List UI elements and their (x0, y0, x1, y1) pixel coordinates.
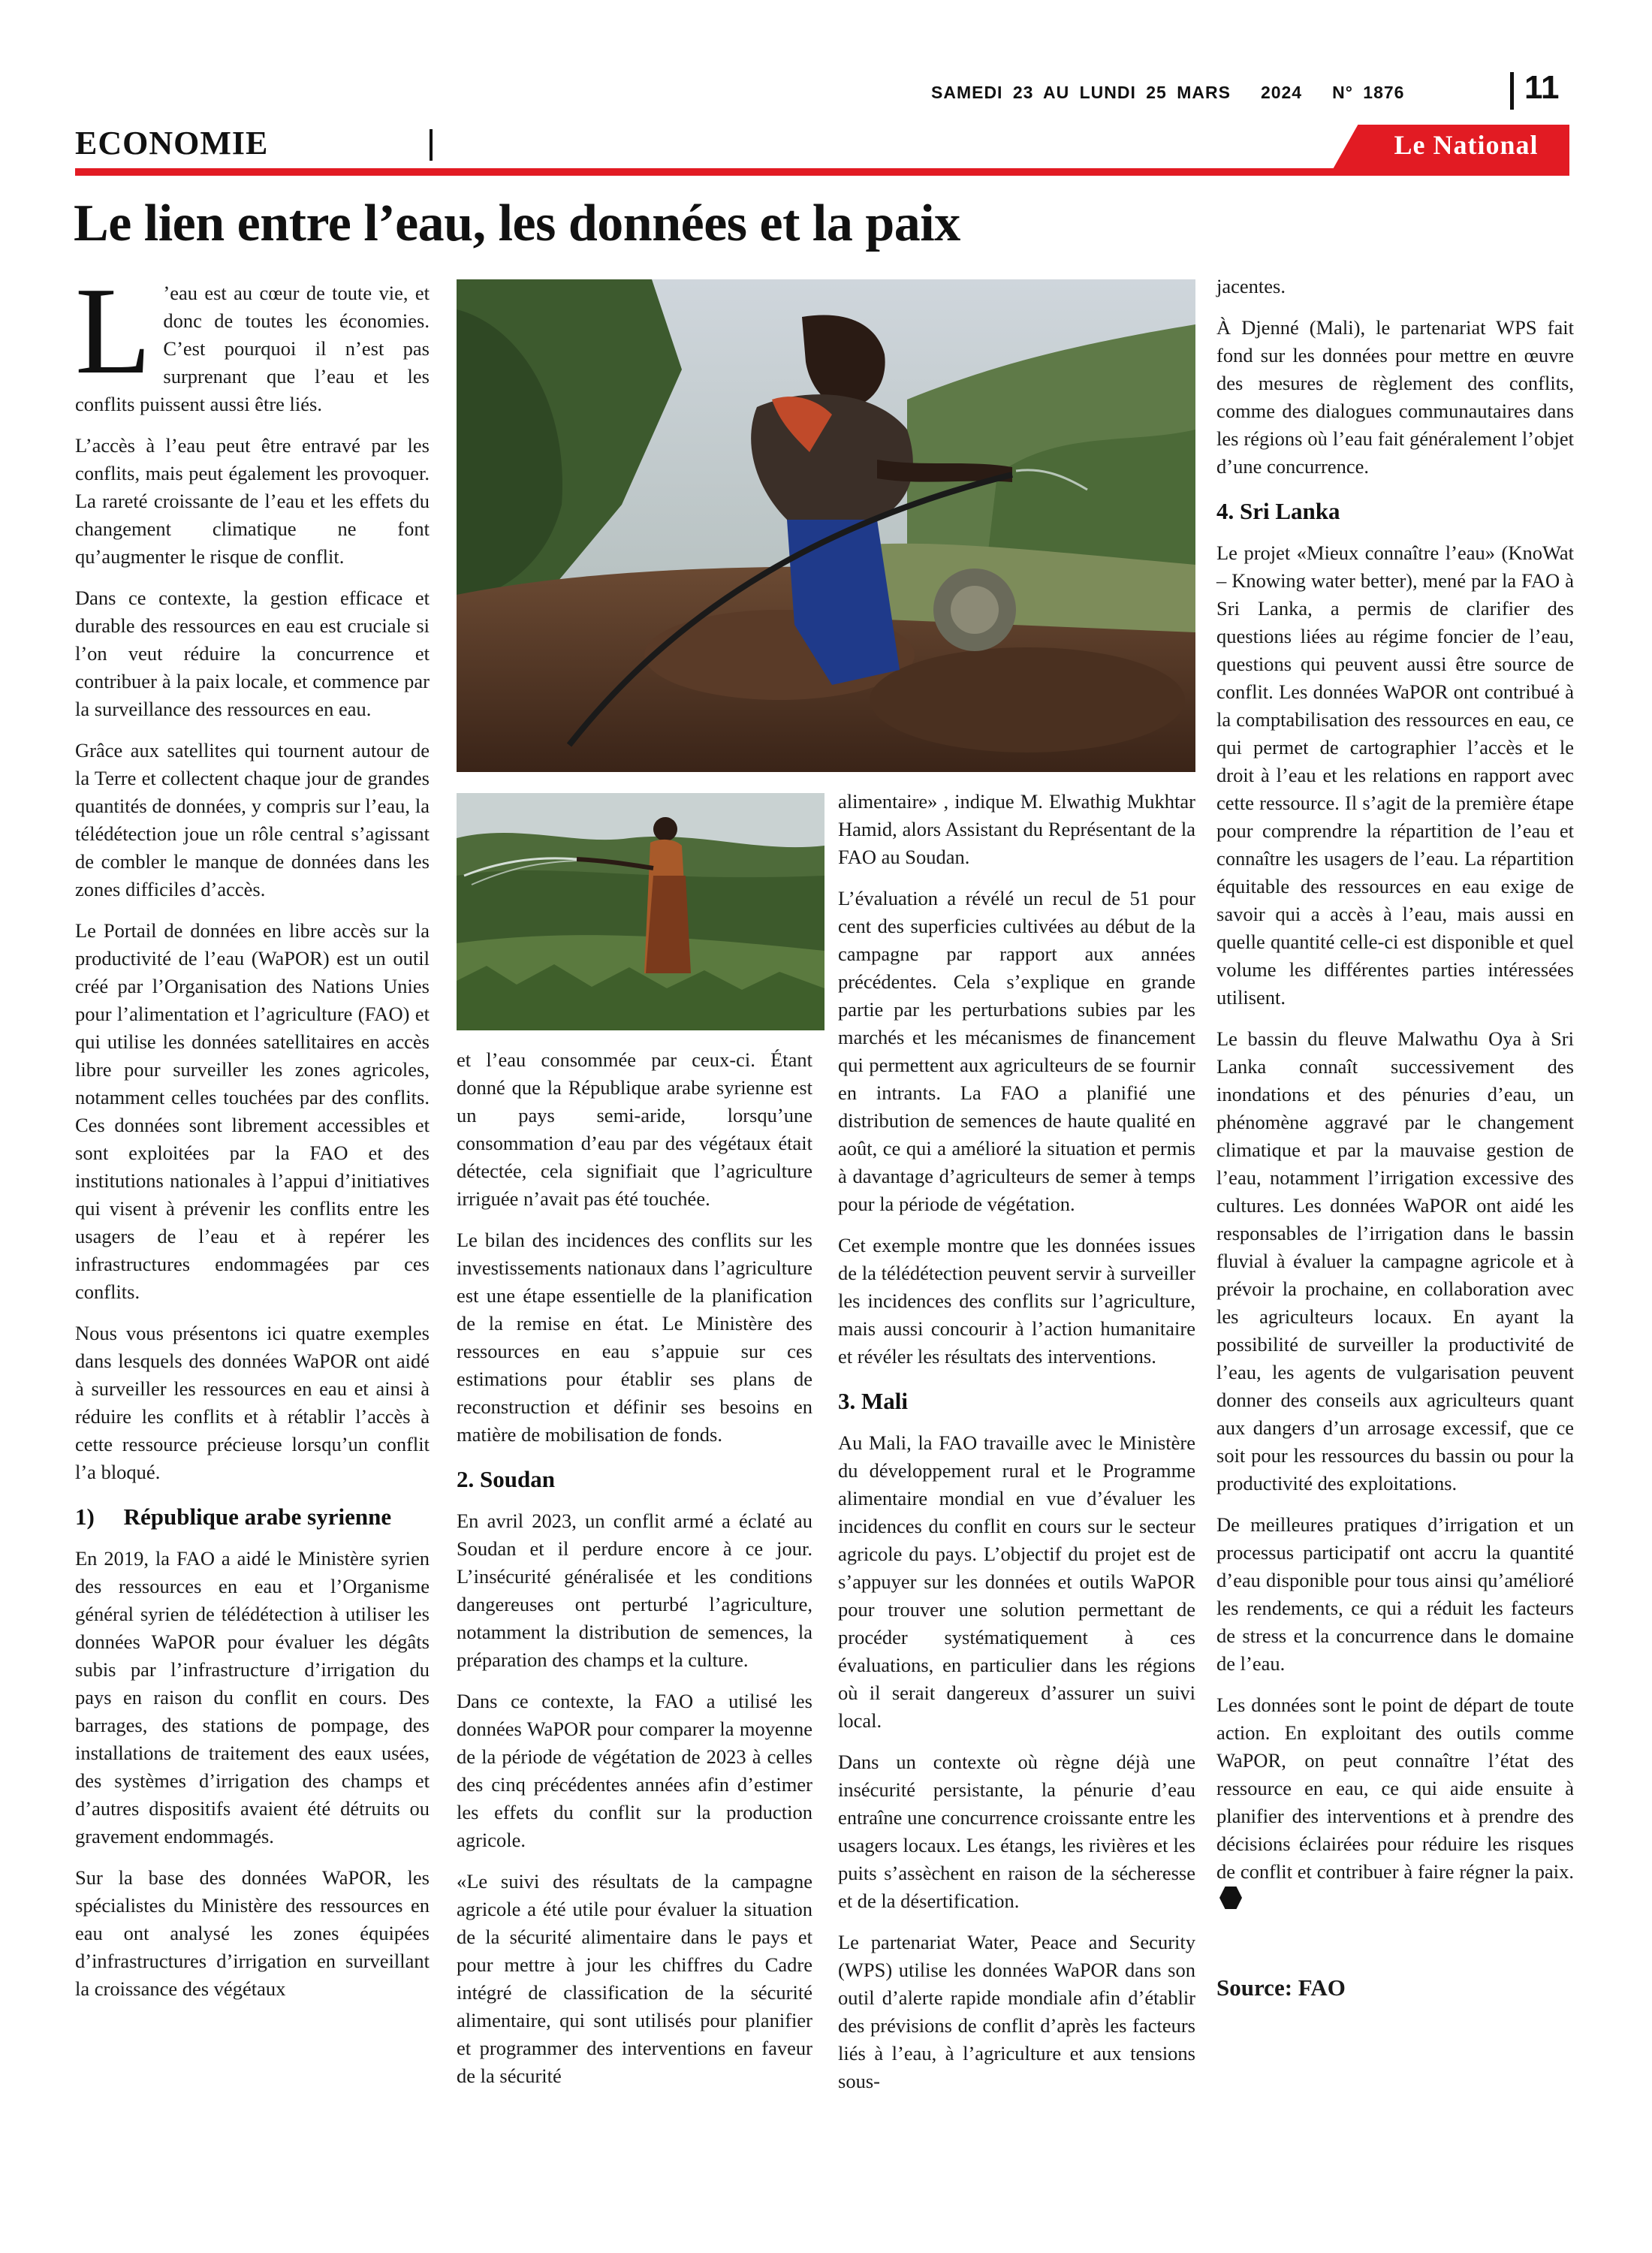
subheading-mali: 3. Mali (838, 1388, 908, 1414)
paragraph: Sur la base des données WaPOR, les spécialistes du Ministère des ressources en eau ont analysé les zones équipées d’infrastructures d’irrigation en surveillant la croissance des végétaux (75, 1866, 430, 2000)
paragraph: De meilleures pratiques d’irrigation et un processus participatif ont accru la quantité d’eau disponible pour tous ainsi qu’amélioré les rendements, ce qui a réduit les facteurs de stress et la concurrence dans le domaine de l’eau. (1216, 1513, 1574, 1675)
issue-year: 2024 (1260, 83, 1303, 102)
article-column-3 (838, 788, 1195, 2109)
paragraph: et l’eau consommée par ceux-ci. Étant donné que la République arabe syrienne est un pays semi-aride, lorsqu’une consommation d’eau par des végétaux était détectée, cela signifiait que l’agriculture irriguée n’avait pas été touchée. (457, 1048, 812, 1210)
paragraph: Dans ce contexte, la FAO a utilisé les données WaPOR pour comparer la moyenne de la période de végétation de 2023 à celles des cinq précédentes années afin d’estimer les effets du conflit sur la production agricole. (457, 1690, 812, 1851)
issue-number: N° 1876 (1332, 83, 1405, 102)
issue-date: SAMEDI 23 AU LUNDI 25 MARS (931, 83, 1231, 102)
paragraph: Cet exemple montre que les données issues de la télédétection peuvent servir à surveiller les incidences des conflits sur l’agriculture, mais aussi concourir à l’action humanitaire et révéler les résultats des interventions. (838, 1234, 1195, 1368)
brand-name: Le National (1394, 130, 1539, 160)
paragraph: Grâce aux satellites qui tournent autour de la Terre et collectent chaque jour de grandes quantités de données, y compris sur l’eau, la télédétection joue un rôle central s’agissant de combler le manque de données dans les zones difficiles d’accès. (75, 739, 430, 900)
paragraph: alimentaire» , indique M. Elwathig Mukhtar Hamid, alors Assistant du Représentant de la FAO au Soudan. (838, 790, 1195, 868)
issue-date-line (931, 83, 1494, 103)
paragraph: L’évaluation a révélé un recul de 51 pour cent des superficies cultivées au début de la campagne par rapport aux années précédentes. Cela s’explique en grande partie par les perturbations subies par les marchés et les mécanismes de financement qui permettent aux agriculteurs de se fournir en intrants. La FAO a planifié une distribution de semences de haute qualité en août, ce qui a amélioré la situation et permis à davantage d’agriculteurs de semer à temps pour la période de végétation. (838, 887, 1195, 1215)
end-of-article-icon (1219, 1887, 1242, 1909)
paragraph: À Djenné (Mali), le partenariat WPS fait fond sur les données pour mettre en œuvre des mesures de règlement des conflits, comme des dialogues communautaires dans les régions où l’eau fait généralement l’objet d’une concurrence. (1216, 316, 1574, 478)
paragraph: L’accès à l’eau peut être entravé par les conflits, mais peut également les provoquer. La rareté croissante de l’eau et les effets du changement climatique ne font qu’augmenter le risque de conflit. (75, 434, 430, 568)
paragraph: En avril 2023, un conflit armé a éclaté au Soudan et il perdure encore à ce jour. L’insécurité généralisée et les conditions dangereuses ont perturbé l’agriculture, notamment la distribution de semences, la préparation des champs et la culture. (457, 1510, 812, 1671)
paragraph: Le projet «Mieux connaître l’eau» (KnoWat – Knowing water better), mené par la FAO à Sri Lanka, a permis de clarifier des questions liées au régime foncier de l’eau, questions qui peuvent aussi être source de conflit. Les données WaPOR ont contribué à la comptabilisation des ressources en eau, ce qui permet de cartographier l’accès et le droit à l’eau et les relations en rapport avec cette ressource. Il s’agit de la première étape pour comprendre la répartition de l’eau et connaître les usagers de l’eau. La répartition équitable des ressources en eau exige de savoir qui a accès à l’eau, mais aussi en quelle quantité celle-ci est disponible et quel volume les différentes parties intéressées utilisent. (1216, 541, 1574, 1009)
article-column-1 (75, 261, 430, 2016)
section-title: ECONOMIE (75, 125, 269, 161)
article-source: Source: FAO (1216, 1974, 1346, 2001)
paragraph: jacentes. (1216, 275, 1286, 297)
paragraph: Dans ce contexte, la gestion efficace et durable des ressources en eau est cruciale si l’on veut réduire la concurrence et contribuer à la paix locale, et commence par la surveillance des ressources en eau. (75, 587, 430, 720)
paragraph: Dans un contexte où règne déjà une insécurité persistante, la pénurie d’eau entraîne une concurrence croissante entre les usagers locaux. Les étangs, les rivières et les puits s’assèchent en raison de la sécheresse et de la désertification. (838, 1751, 1195, 1912)
paragraph: Nous vous présentons ici quatre exemples dans lesquels des données WaPOR ont aidé à surveiller les ressources en eau et ainsi à réduire les conflits et à rétablir l’accès à cette ressource précieuse lorsqu’un conflit l’a bloqué. (75, 1322, 430, 1483)
section-divider (430, 129, 433, 161)
paragraph: En 2019, la FAO a aidé le Ministère syrien des ressources en eau et l’Organisme général syrien de télédétection à utiliser les données WaPOR pour évaluer les dégâts subis par l’infrastructure d’irrigation du pays en raison du conflit en cours. Des barrages, des stations de pompage, des installations de traitement des eaux usées, des systèmes d’irrigation des champs et d’autres dispositifs avaient été détruits ou gravement endommagés. (75, 1547, 430, 1847)
farmer-watering-crops-photo (457, 279, 1195, 772)
paragraph: Au Mali, la FAO travaille avec le Ministère du développement rural et le Programme alimentaire mondial en vue d’évaluer les incidences du conflit en cours sur le secteur agricole du pays. L’objectif du projet est de s’appuyer sur les données et outils WaPOR pour trouver une solution permettant de procéder systématiquement à ces évaluations, en particulier dans les régions où il serait dangereux d’assurer un suivi local. (838, 1431, 1195, 1732)
subheading-soudan: 2. Soudan (457, 1466, 555, 1492)
paragraph: Le Portail de données en libre accès sur la productivité de l’eau (WaPOR) est un outil créé par l’Organisation des Nations Unies pour l’alimentation et l’agriculture (FAO) et qui utilise les données satellitaires en accès libre pour surveiller les zones agricoles, notamment celles touchées par des conflits. Ces données sont librement accessibles et sont exploitées par la FAO et des institutions nationales à l’appui d’initiatives qui visent à prévenir les conflits entre les usagers de l’eau et à repérer les infrastructures endommagées par ces conflits. (75, 919, 430, 1303)
paragraph: Le bassin du fleuve Malwathu Oya à Sri Lanka connaît successivement des inondations et des pénuries d’eau, un phénomène aggravé par le changement climatique et par la mauvaise gestion de l’eau, notamment l’irrigation excessive des cultures. Les données WaPOR ont aidé les responsables de l’irrigation dans le bassin fluvial à évaluer la campagne agricole et à prévoir la prochaine, en collaboration avec les agriculteurs locaux. En ayant la possibilité de surveiller la productivité de l’eau, les agents de vulgarisation peuvent donner des conseils aux agriculteurs quant aux dangers d’un arrosage excessif, que ce soit pour les ressources du bassin ou pour la productivité des exploitations. (1216, 1027, 1574, 1494)
subheading-syria: 1) République arabe syrienne (75, 1504, 392, 1530)
paragraph: L ’eau est au cœur de toute vie, et donc de toutes les économies. C’est pourquoi il n’est pas surprenant que l’eau et les conflits puissent aussi être liés. (75, 261, 430, 415)
article-column-2 (457, 1046, 812, 2104)
woman-watering-field-photo (457, 793, 824, 1030)
page-number: 11 (1524, 69, 1560, 106)
paragraph: «Le suivi des résultats de la campagne agricole a été utile pour évaluer la situation de la sécurité alimentaire dans le pays et pour mettre à jour les chiffres du Cadre intégré de classification de la sécurité alimentaire, qui sont utilisés pour planifier et programmer des interventions en faveur de la sécurité (457, 1870, 812, 2087)
paragraph: Le bilan des incidences des conflits sur les investissements nationaux dans l’agriculture est une étape essentielle de la planification de la remise en état. Le Ministère des ressources en eau s’appuie sur ces estimations pour établir ses plans de reconstruction et définir ses besoins en matière de mobilisation de fonds. (457, 1229, 812, 1446)
section-rule (75, 168, 1569, 176)
article-column-4 (1216, 273, 1574, 2001)
header-divider (1510, 72, 1514, 110)
drop-cap: L (75, 261, 152, 400)
paragraph: Les données sont le point de départ de toute action. En exploitant des outils comme WaPOR, on peut connaître l’état des ressource en eau, ce qui aide ensuite à planifier des interventions et à prendre des décisions éclairées pour réduire les risques de conflit et contribuer à faire régner la paix. (1216, 1691, 1574, 1914)
article-headline: Le lien entre l’eau, les données et la paix (74, 195, 960, 252)
subheading-sri-lanka: 4. Sri Lanka (1216, 498, 1340, 524)
paragraph: Le partenariat Water, Peace and Security (WPS) utilise les données WaPOR dans son outil d’alerte rapide mondiale afin d’établir des prévisions de conflit d’après les facteurs liés à l’eau, à l’agriculture et aux tensions sous- (838, 1931, 1195, 2092)
